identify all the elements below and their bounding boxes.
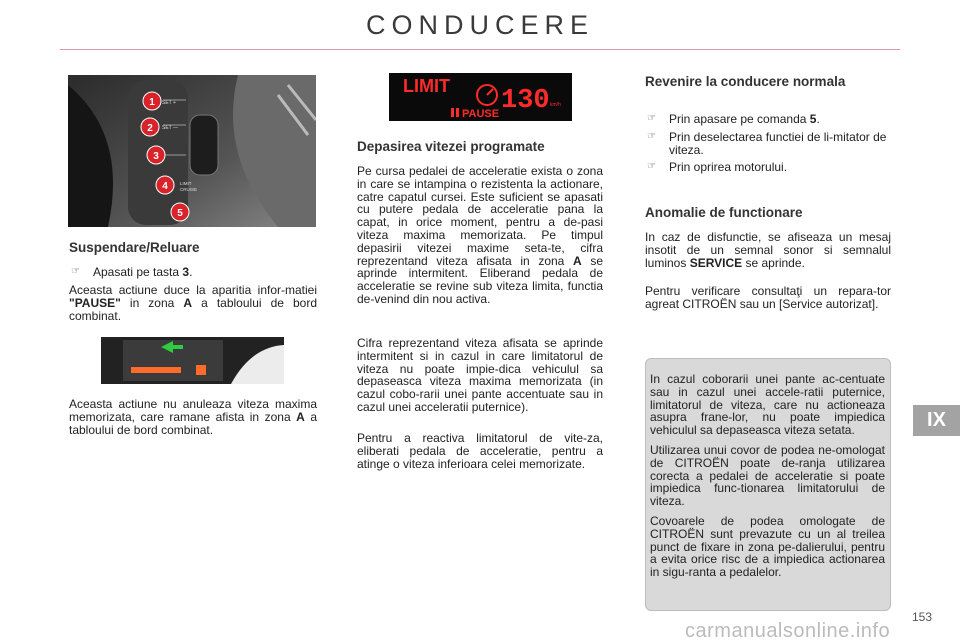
callout-3-label: 3 [153, 151, 159, 162]
watermark: carmanualsonline.info [685, 620, 891, 642]
paragraph-pause-info: Aceasta actiune duce la aparitia infor-matiei "PAUSE" in zona A a tabloului de bord combinat. [69, 283, 317, 323]
note-paragraph: Covoarele de podea omologate de CITROËN sunt prevazute cu un al treilea punct de fixare in zona pe-dalierului, pentru a evita orice risc de a impiedica actionarea in sigu-ranta a pedalelor. [650, 513, 885, 580]
callout-5-label: 5 [177, 208, 183, 219]
finger-pointer-icon: ☞ [647, 131, 656, 142]
page-title: CONDUCERE [365, 10, 594, 40]
finger-pointer-icon: ☞ [647, 161, 656, 172]
limit-label: LIMIT [180, 181, 192, 186]
paragraph-overtaking: Pe cursa pedalei de acceleratie exista o zona in care se intampina o rezistenta la actionare, catre capatul cursei. Este suficient se apasati cu putere pedala de acceleratie pana la capat, in orice moment, pentru a de-pasi viteza maxima memorizata. Pe timpul depasirii vitezei maxime seta-te, cifra reprezentand viteza afisata in zona A se aprinde intermitent. Eliberand pedala de acceleratie se revine sub viteza limita, functia de-venind din nou activa. [357, 164, 604, 306]
heading-anomalie: Anomalie de functionare [645, 205, 803, 220]
heading-suspendare: Suspendare/Reluare [69, 240, 200, 255]
set-minus-label: SET — [162, 125, 179, 131]
heading-revenire: Revenire la conducere normala [645, 74, 846, 89]
page-number: 153 [912, 610, 933, 624]
display-speed: 130 [501, 86, 550, 116]
display-limit-text: LIMIT [403, 76, 450, 96]
set-plus-label: SET + [162, 100, 176, 106]
steering-controls-photo [68, 75, 316, 227]
finger-pointer-icon: ☞ [71, 266, 80, 277]
callout-2-label: 2 [147, 123, 153, 134]
title-divider [60, 49, 900, 50]
display-unit: km/h [550, 102, 561, 108]
bullet-item: ☞ Apasati pe tasta 3. [71, 265, 193, 279]
callout-1-label: 1 [149, 97, 155, 108]
chapter-tab[interactable]: IX [913, 405, 960, 436]
callout-4-label: 4 [162, 181, 168, 192]
paragraph-flashing: Cifra reprezentand viteza afisata se aprinde intermitent si in cazul in care limitatorul de viteza nu poate impie-dica vehiculul sa depaseasca viteza maxima memorizata (in cazul cobo-rarii unei pante accentuate sau in cazul unei acceleratii puternice). [357, 336, 603, 414]
cruise-label: CRUISE [180, 187, 198, 192]
paragraph-service: Pentru verificare consultaţi un repara-tor agreat CITROËN sau un [Service autorizat]. [645, 284, 891, 311]
note-paragraph: Utilizarea unui covor de podea ne-omologat de CITROËN poate de-ranja utilizarea corecta a pedalei de acceleratie si poate impiedica func-tionarea limitatorului de viteza. [650, 442, 885, 509]
display-pause-text: PAUSE [462, 108, 500, 120]
bullet-item: ☞ Prin apasare pe comanda 5. [647, 112, 820, 126]
finger-pointer-icon: ☞ [647, 113, 656, 124]
warning-note-box [645, 358, 891, 611]
bullet-item: ☞ Prin oprirea motorului. [647, 160, 788, 174]
paragraph-reactivate: Pentru a reactiva limitatorul de vite-za, eliberati pedala de acceleratie, pentru a atinge o viteza inferioara celei memorizate. [357, 431, 603, 471]
paragraph-malfunction: In caz de disfunctie, se afiseaza un mesaj insotit de un semnal sonor si semnalul luminos SERVICE se aprinde. [645, 230, 891, 270]
paragraph-cancel-info: Aceasta actiune nu anuleaza viteza maxima memorizata, care ramane afista in zona A a tabloului de bord combinat. [69, 397, 317, 437]
note-paragraph: In cazul coborarii unei pante ac-centuate sau in cazul unei accele-ratii puternice, limitatorul de viteza, care nu actioneaza asupra frane-lor, nu poate impiedica vehiculul sa depaseasca viteza setata. [650, 372, 885, 438]
heading-depasirea: Depasirea vitezei programate [357, 139, 545, 154]
bullet-item: ☞ Prin deselectarea functiei de li-mitator de viteza. [647, 130, 887, 157]
instrument-cluster-photo [101, 337, 284, 384]
speed-limiter-display [389, 73, 572, 121]
